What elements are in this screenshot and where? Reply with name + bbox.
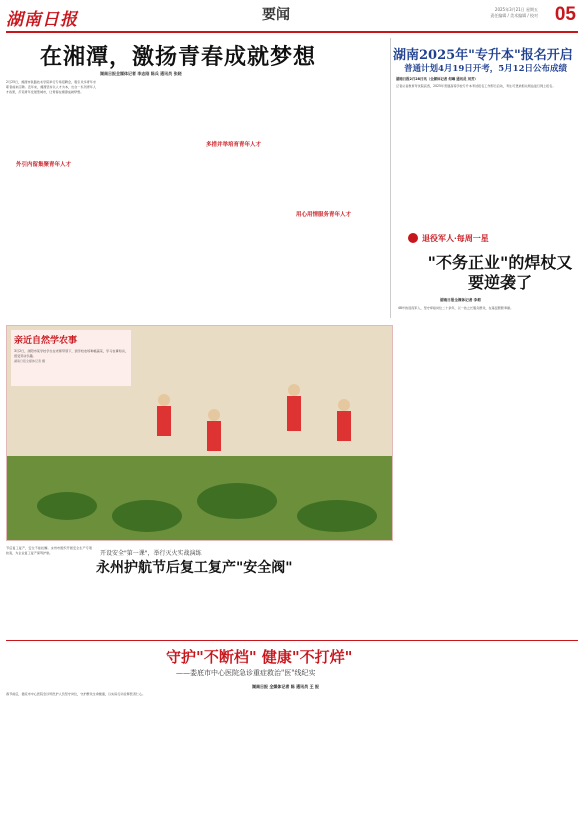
photo-caption-box bbox=[11, 330, 131, 386]
work-headline: 永州护航节后复工复产"安全阀" bbox=[96, 560, 293, 576]
issue-meta bbox=[490, 7, 538, 19]
star-icon bbox=[408, 233, 418, 243]
main-lead: 2月25日，湘潭市铁路技术学院举行专场招聘会，吸引众多青年求职者前来应聘。近年来，湘潭坚持以人才为本，出台一系列青年人才政策，打造青年发展型城市，让青春在湘潭成就梦想。 bbox=[6, 80, 96, 94]
photo-credit: 湖南日报全媒体记者 摄 bbox=[14, 359, 45, 363]
work-article-continued bbox=[96, 576, 392, 636]
page-number: 05 bbox=[554, 4, 576, 25]
column-divider bbox=[390, 38, 391, 318]
work-kicker: 开设安全"第一课"，举行灭火实战演练 bbox=[100, 550, 202, 557]
photo-title: 亲近自然学农事 bbox=[14, 336, 78, 346]
newspaper-logo: 湖南日报 bbox=[6, 10, 78, 30]
section-divider bbox=[6, 640, 578, 641]
photo-feature bbox=[6, 325, 393, 541]
bottom-byline: 湖南日报 全媒体记者 陈 通讯员 王 报 bbox=[252, 684, 319, 689]
main-subhead-3: 用心用情服务青年人才 bbox=[296, 212, 352, 218]
main-byline: 湖南日报全媒体记者 李志刚 陈兵 通讯员 张晓 bbox=[100, 71, 182, 76]
bottom-article-body: 春节前后，娄底市中心医院急诊科医护人员坚守岗位，守护群众生命健康，以实际行动诠释医者仁心。 bbox=[6, 692, 146, 696]
main-headline: 在湘潭，激扬青春成就梦想 bbox=[40, 44, 317, 70]
right-top-byline: 湖南日报2月28日讯（全媒体记者 何琳 通讯员 刘芳） bbox=[396, 77, 478, 81]
right-mid-headline: "不务正业"的焊杖又要逆袭了 bbox=[427, 253, 573, 292]
issue-date: 2025年3月21日 星期五 bbox=[494, 7, 538, 12]
photo-caption: 3月2日，浏阳市某学校学生在老师带领下，到学校农场种植蔬菜，学习农事知识，感受劳动乐趣。 bbox=[14, 349, 128, 358]
right-mid-body: 48岁的退役军人，坚守焊接岗位二十余年，以一技之长服务群众，在基层默默奉献。 bbox=[398, 306, 514, 310]
work-article-body: 节后复工复产，安全不能松懈。永州市组织开展安全生产专项检查，为企业复工复产保驾护航。 bbox=[6, 546, 92, 555]
section-title: 要闻 bbox=[262, 7, 290, 23]
right-top-headline: 湖南2025年"专升本"报名开启 bbox=[393, 48, 573, 63]
main-subhead-1: 外引内留集聚青年人才 bbox=[16, 162, 72, 168]
main-article-body bbox=[6, 80, 386, 320]
bottom-headline: 守护"不断档" 健康"不打烊" bbox=[166, 648, 353, 666]
editor-credits: 责任编辑 / 美术编辑 / 校对 bbox=[490, 13, 538, 18]
masthead-rule bbox=[6, 31, 578, 33]
right-top-body: 记者从省教育考试院获悉，2025年普通高等学校专升本考试报名工作即日启动，考生可登录相关网站进行网上报名。 bbox=[396, 84, 556, 88]
banner-label: 退役军人·每周一星 bbox=[422, 232, 489, 243]
bottom-subheadline: ——娄底市中心医院急诊重症救治"医"线纪实 bbox=[176, 669, 316, 677]
main-subhead-2: 多措并举培育青年人才 bbox=[206, 142, 262, 148]
right-top-subheadline: 普通计划4月19日开考，5月12日公布成绩 bbox=[404, 64, 567, 74]
right-mid-byline: 湖南日报全媒体记者 李莉 bbox=[440, 298, 481, 302]
column-banner bbox=[408, 230, 578, 246]
masthead bbox=[0, 0, 584, 34]
